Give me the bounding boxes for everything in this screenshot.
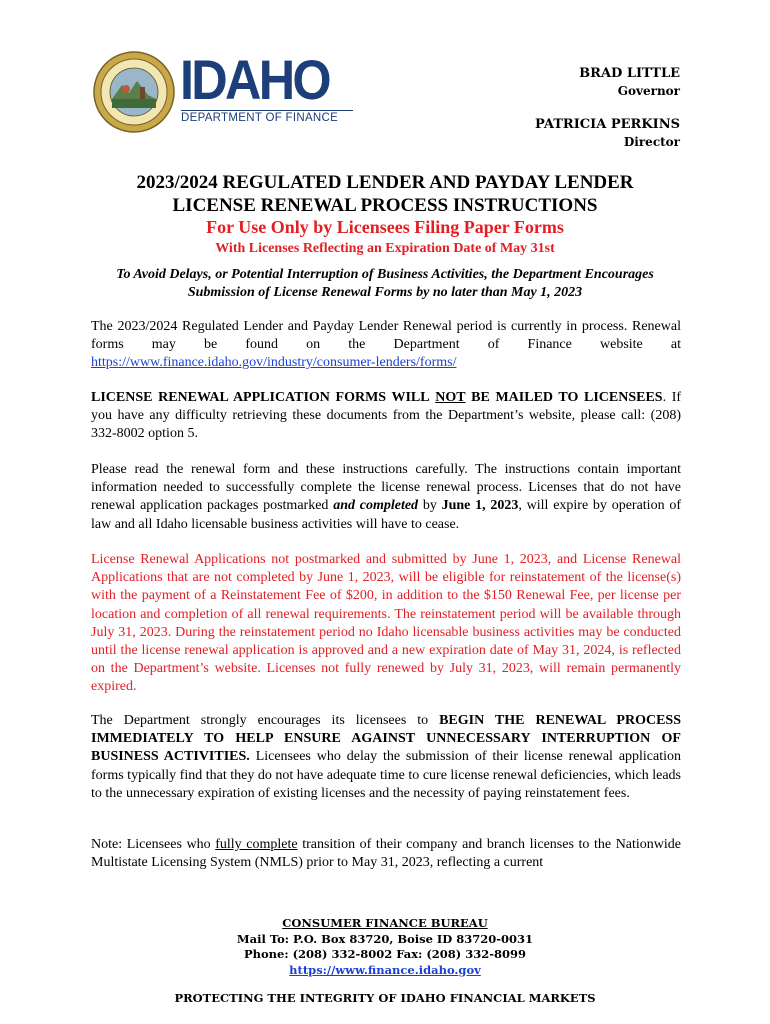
paragraph-text: Licensees who delay the submission of their license renewal application forms typically find that they do not have adequate time to cure license renewal deficiencies, which leads to the unnecessary expiration of existing licenses and the necessity of paying reinstatement fees. [91,749,682,801]
footer-website-link[interactable]: https://www.finance.idaho.gov [289,962,481,977]
paragraph-text: Note: Licensees who [91,837,211,852]
submission-notice [60,266,710,302]
emphasis-and-completed: and completed [333,498,419,514]
footer-contact [90,916,680,978]
paragraph-text: . If you have any difficulty retrieving these documents from the Department’s website, please call: (208) 332-8002 option 5. [91,390,682,442]
bold-begin-renewal: BEGIN THE RENEWAL PROCESS IMMEDIATELY TO HELP ENSURE AGAINST UNNECESSARY INTERRUPTION OF BUSINESS ACTIVITIES. [91,713,682,765]
paragraph-forms-not-mailed [91,389,681,444]
director-name: PATRICIA PERKINS [535,117,680,132]
paragraph-nmls-note [91,836,681,872]
paragraph-read-instructions [91,461,681,534]
paragraph-text: The Department strongly encourages its licensees to [91,713,429,728]
bold-notice-a: LICENSE RENEWAL APPLICATION FORMS WILL [91,390,430,405]
department-of-finance-logo-text: DEPARTMENT OF FINANCE [181,110,353,124]
paragraph-text: , will expire by operation of law and all Idaho licensable business activities will have to cease. [91,498,681,532]
deadline-date: June 1, 2023 [441,498,519,514]
title-line-2: LICENSE RENEWAL PROCESS INSTRUCTIONS [172,195,598,216]
idaho-logo-wordmark: IDAHO [180,48,329,111]
notice-line-1: To Avoid Delays, or Potential Interruption of Business Activities, the Department Encourages [116,267,654,282]
paragraph-reinstatement: License Renewal Applications not postmarked and submitted by June 1, 2023, and License Renewal Applications that are not completed by June 1, 2023, will be eligible for reinstatement of the license(s) with the payment of a Reinstatement Fee of $200, in addition to the $150 Renewal Fee, per license per location and completion of all renewal requirements. The reinstatement period will be available through July 31, 2023. During the reinstatement period no Idaho licensable business activities may be conducted until the license renewal application is approved and a new expiration date of May 31, 2024, is reflected on the Department’s website. Licenses not fully renewed by July 31, 2023, will remain permanently expired. [91,552,681,695]
footer-tagline: PROTECTING THE INTEGRITY OF IDAHO FINANCIAL MARKETS [174,991,596,1005]
notice-line-2: Submission of License Renewal Forms by no later than May 1, 2023 [187,285,583,300]
paragraph-text: Please read the renewal form and these instructions carefully. The instructions contain important information needed to successfully complete the license renewal process. Licenses that do not have renewal application packages postmarked [91,462,681,514]
paragraph-text: The 2023/2024 Regulated Lender and Payday Lender Renewal period is currently in process. Renewal forms may be found on the Department of Finance website at [91,319,681,353]
director-title: Director [623,135,680,149]
underline-fully-complete: fully complete [215,837,298,852]
title-line-1: 2023/2024 REGULATED LENDER AND PAYDAY LENDER [136,172,634,193]
bold-notice-b: BE MAILED TO LICENSEES [471,390,663,405]
footer-mail: Mail To: P.O. Box 83720, Boise ID 83720-0031 [236,931,534,946]
governor-name: BRAD LITTLE [579,66,680,81]
document-subtitle-2: With Licenses Reflecting an Expiration Date of May 31st [215,241,555,256]
document-title [60,171,710,217]
footer-bureau: CONSUMER FINANCE BUREAU [282,916,488,930]
paragraph-begin-renewal [91,712,681,803]
paragraph-renewal-period [91,318,681,373]
forms-website-link[interactable]: https://www.finance.idaho.gov/industry/consumer-lenders/forms/ [91,355,457,371]
footer-phone: Phone: (208) 332-8002 Fax: (208) 332-8099 [243,947,527,961]
document-subtitle: For Use Only by Licensees Filing Paper Forms [206,217,564,237]
bold-not: NOT [435,390,466,405]
paragraph-text: transition of their company and branch licenses to the Nationwide Multistate Licensing System (NMLS) prior to May 31, 2023, reflecting a current [91,837,682,871]
governor-title: Governor [617,84,680,98]
paragraph-text: by [422,498,437,514]
idaho-state-seal-icon [93,51,175,133]
